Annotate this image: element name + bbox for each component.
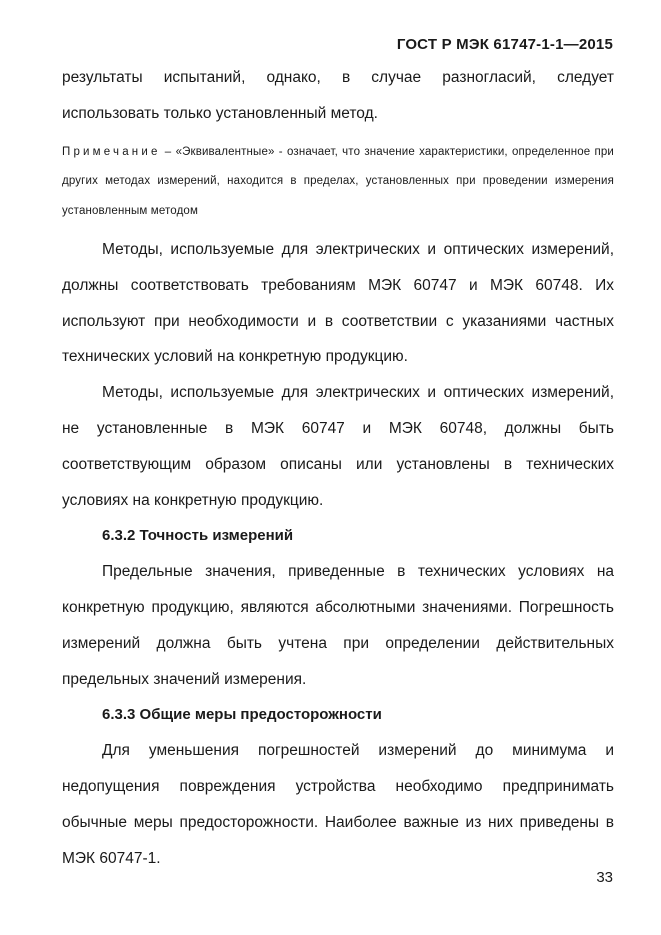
- standard-designation: ГОСТ Р МЭК 61747-1-1—2015: [396, 36, 613, 53]
- paragraph-methods-standard: Методы, используемые для электрических и оптических измерений, должны соответствовать требованиям МЭК 60747 и МЭК 60748. Их используют при необходимости и в соответствии с указаниями частных технических условий на конкретную продукцию.: [62, 241, 614, 366]
- page-number: 33: [596, 869, 613, 886]
- paragraph-limit-values: Предельные значения, приведенные в технических условиях на конкретную продукцию, являются абсолютными значениями. Погрешность измерений должна быть учтена при определении действительных предельных значений измерения.: [62, 563, 614, 688]
- page-body: [62, 60, 614, 876]
- section-heading-precautions: 6.3.3 Общие меры предосторожности: [102, 706, 382, 724]
- note-paragraph: [62, 138, 614, 227]
- note-text: – «Эквивалентные» - означает, что значение характеристики, определенное при других методах измерений, находится в пределах, установленных при проведении измерения установленным методом: [62, 145, 614, 217]
- paragraph-methods-nonstandard: Методы, используемые для электрических и оптических измерений, не установленные в МЭК 60747 и МЭК 60748, должны быть соответствующим образом описаны или установлены в технических условиях на конкретную продукцию.: [62, 384, 614, 509]
- paragraph-precautions: Для уменьшения погрешностей измерений до минимума и недопущения повреждения устройства необходимо предпринимать обычные меры предосторожности. Наиболее важные из них приведены в МЭК 60747-1.: [62, 742, 614, 867]
- paragraph-continuation: результаты испытаний, однако, в случае разногласий, следует использовать только установленный метод.: [62, 69, 614, 122]
- section-heading-measurement-accuracy: 6.3.2 Точность измерений: [102, 527, 294, 545]
- note-label: Примечание: [62, 145, 161, 158]
